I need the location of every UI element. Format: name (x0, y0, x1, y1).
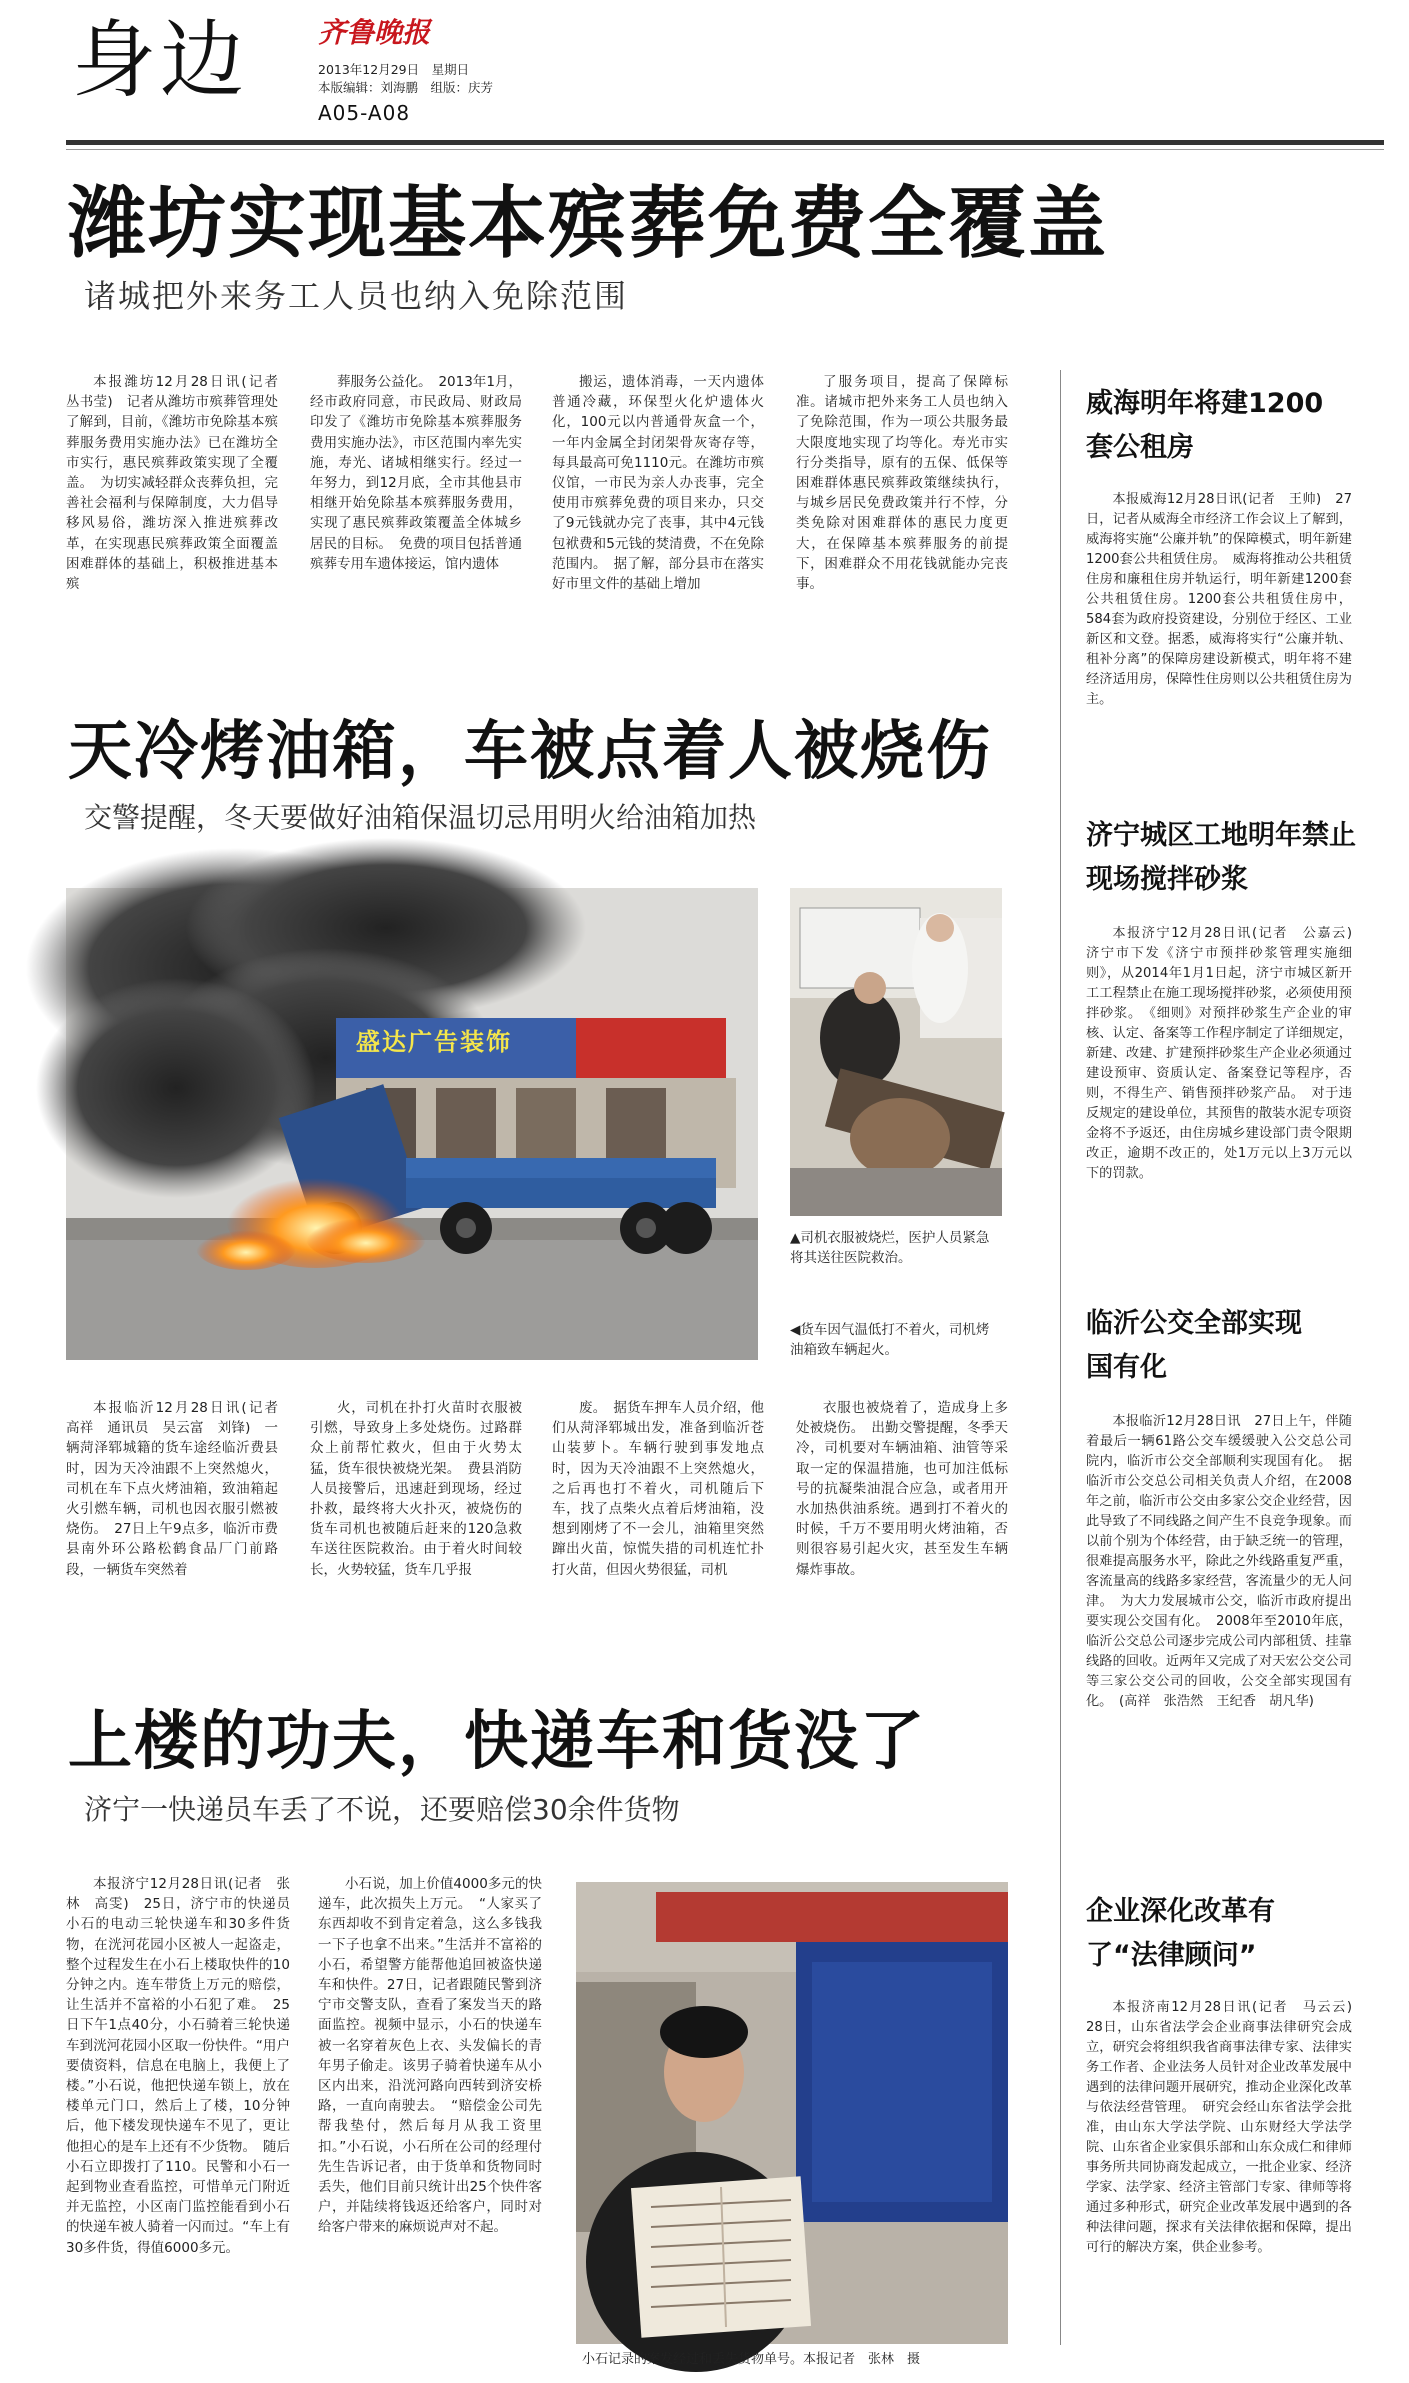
sidebar-headline-jining: 济宁城区工地明年禁止现场搅拌砂浆 (1086, 820, 1356, 895)
sidebar-divider (1060, 370, 1061, 2345)
section-title: 身边 (72, 11, 249, 109)
story2-col3: 废。 据货车押车人员介绍，他们从菏泽郓城出发，准备到临沂苍山装萝卜。车辆行驶到事发地点时，因为天冷油跟不上突然熄火，之后再也打不着火，司机随后下车，找了点柴火点着后烤油箱，没想到刚烤了不一会儿，油箱里突然蹿出火苗，惊慌失措的司机连忙扑打火苗，但因火势很猛，司机 (552, 1400, 764, 1578)
story2-col4: 衣服也被烧着了，造成身上多处被烧伤。 出勤交警提醒，冬季天冷，司机要对车辆油箱、油管等采取一定的保温措施，也可加注低标号的抗凝柴油混合应急，或者用开水加热供油系统。遇到打不着火的时候，千万不要用明火烤油箱，否则很容易引起火灾，甚至发生车辆爆炸事故。 (796, 1400, 1008, 1578)
courier-photo (576, 1882, 1008, 2344)
story1-headline: 潍坊实现基本殡葬免费全覆盖 (68, 179, 1109, 269)
story1-col2: 葬服务公益化。 2013年1月，经市政府同意，市民政局、财政局印发了《潍坊市免除基本殡葬服务费用实施办法》，市区范围内率先实施，寿光、诸城相继实行。经过一年努力，到12月底，全市其他县市相继开始免除基本殡葬服务费用，实现了惠民殡葬政策覆盖全体城乡居民的目标。 免费的项目包括普通殡葬专用车遗体接运，馆内遗体 (310, 374, 522, 572)
injured-driver-caption: ▲司机衣服被烧烂，医护人员紧急将其送往医院救治。 (790, 1230, 990, 1266)
story1-col1: 本报潍坊12月28日讯(记者 丛书莹) 记者从潍坊市殡葬管理处了解到，目前，《潍坊市免除基本殡葬服务费用实施办法》已在潍坊全市实行，惠民殡葬政策实现了全覆盖。 为切实减轻群众丧葬负担，完善社会福利与保障制度，大力倡导移风易俗，潍坊深入推进殡葬改革，在实现惠民殡葬政策全面覆盖困难群体的基础上，积极推进基本殡 (66, 374, 292, 593)
masthead-divider (66, 140, 1384, 145)
sidebar-headline-weihai: 威海明年将建1200套公租房 (1086, 388, 1324, 463)
sidebar-headline-linyi: 临沂公交全部实现国有化 (1086, 1308, 1302, 1383)
courier-photo-caption: 小石记录的案发经过和丢失货物单号。本报记者 张林 摄 (582, 2352, 921, 2367)
story1-col4: 了服务项目，提高了保障标准。诸城市把外来务工人员也纳入了免除范围，作为一项公共服务最大限度地实现了均等化。寿光市实行分类指导，原有的五保、低保等困难群体惠民殡葬政策继续执行，与城乡居民免费政策并行不悖，分类免除对困难群体的惠民力度更大，在保障基本殡葬服务的前提下，困难群众不用花钱就能办完丧事。 (796, 374, 1008, 593)
page-range: A05-A08 (318, 101, 411, 125)
story1-col3: 搬运，遗体消毒，一天内遗体普通冷藏，环保型火化炉遗体火化，100元以内普通骨灰盒一个，一年内金属全封闭架骨灰寄存等，每具最高可免1110元。在潍坊市殡仪馆，一市民为亲人办丧事，完全使用市殡葬免费的项目来办，只交了9元钱就办完了丧事，其中4元钱包袱费和5元钱的焚清费，不在免除范围内。 据了解，部分县市在落实好市里文件的基础上增加 (552, 374, 764, 593)
sidebar-body-law: 本报济南12月28日讯(记者 马云云) 28日，山东省法学会企业商事法律研究会成立，研究会将组织我省商事法律专家、法律实务工作者、企业法务人员针对企业改革发展中遇到的法律问题开展研究，推动企业深化改革与依法经营管理。 研究会经山东省法学会批准，由山东大学法学院、山东财经大学法学院、山东省企业家俱乐部和山东众成仁和律师事务所共同协商发起成立，一批企业家、经济学家、法学家、经济主管部门专家、律师等将通过多种形式，研究企业改革发展中遇到的各种法律问题，探求有关法律依据和保障，提出可行的解决方案，供企业参考。 (1086, 2000, 1366, 2255)
truck-fire-photo (66, 888, 758, 1360)
masthead (0, 0, 1409, 150)
story3-headline: 上楼的功夫，快递车和货没了 (68, 1705, 926, 1779)
story3-col2: 小石说，加上价值4000多元的快递车，此次损失上万元。 “人家买了东西却收不到肯定着急，这么多钱我一下子也拿不出来。”生活并不富裕的小石，希望警方能帮他追回被盗快递车和快件。27日，记者跟随民警到济宁市交警支队，查看了案发当天的路面监控。视频中显示，小石的快递车被一名穿着灰色上衣、头发偏长的青年男子偷走。该男子骑着快递车从小区内出来，沿洸河路向西转到济安桥路，一直向南驶去。 “赔偿金公司先帮我垫付，然后每月从我工资里扣。”小石说，小石所在公司的经理付先生告诉记者，由于货单和货物同时丢失，他们目前只统计出25个快件客户，并陆续将钱返还给客户，同时对给客户带来的麻烦说声对不起。 (318, 1876, 542, 2236)
masthead-divider-thin (66, 149, 1384, 150)
story3-subhead: 济宁一快递员车丢了不说，还要赔偿30余件货物 (84, 1793, 680, 1826)
sidebar-body-weihai: 本报威海12月28日讯(记者 王帅) 27日，记者从威海全市经济工作会议上了解到，威海将实施“公廉并轨”的保障模式，明年新建1200套公共租赁住房。 威海将推动公共租赁住房和廉租住房并轨运行，明年新建1200套公共租赁住房。1200套公共租赁住房中，584套为政府投资建设，分别位于经区、工业新区和文登。据悉，威海将实行“公廉并轨、租补分离”的保障房建设新模式，明年将不建经济适用房，保障性住房则以公共租赁住房为主。 (1086, 492, 1352, 707)
truck-fire-caption: ◀货车因气温低打不着火，司机烤油箱致车辆起火。 (790, 1322, 990, 1358)
sidebar-body-linyi: 本报临沂12月28日讯 27日上午，伴随着最后一辆61路公交车缓缓驶入公交总公司院内，临沂市公交全部顺利实现国有化。 据临沂市公交总公司相关负责人介绍，在2008年之前，临沂市公交由多家公交企业经营，因此导致了不同线路之间产生不良竞争现象。而以前个别为个体经营，由于缺乏统一的管理，很难提高服务水平，除此之外线路重复严重，客流量高的线路多家经营，客流量少的无人问津。 为大力发展城市公交，临沂市政府提出要实现公交国有化。 2008年至2010年底，临沂公交总公司逐步完成公司内部租赁、挂靠线路的回收。近两年又完成了对天宏公交公司等三家公交公司的回收，公交全部实现国有化。 (高祥 张浩然 王纪香 胡凡华) (1086, 1414, 1352, 1709)
editors-line: 本版编辑：刘海鹏 组版：庆芳 (318, 80, 494, 95)
sidebar-body-jining: 本报济宁12月28日讯(记者 公嘉云) 济宁市下发《济宁市预拌砂浆管理实施细则》，从2014年1月1日起，济宁市城区新开工工程禁止在施工现场搅拌砂浆，必须使用预拌砂浆。 《细则》对预拌砂浆生产企业的审核、认定、备案等工作程序制定了详细规定，新建、改建、扩建预拌砂浆生产企业必须通过建设预审、资质认定、备案登记等程序，否则，不得生产、销售预拌砂浆产品。 对于违反规定的建设单位，其预售的散装水泥专项资金将不予返还，由住房城乡建设部门责令限期改正，逾期不改正的，处1万元以上3万元以下的罚款。 (1086, 926, 1366, 1181)
issue-date: 2013年12月29日 星期日 (318, 62, 470, 77)
story2-subhead: 交警提醒，冬天要做好油箱保温切忌用明火给油箱加热 (84, 801, 757, 834)
brand-logo: 齐鲁晚报 (318, 16, 431, 49)
shop-sign: 盛达广告装饰 (356, 1028, 512, 1056)
injured-driver-photo (790, 888, 1002, 1216)
story1-subhead: 诸城把外来务工人员也纳入免除范围 (84, 277, 629, 315)
story2-col2: 火，司机在扑打火苗时衣服被引燃，导致身上多处烧伤。过路群众上前帮忙救火，但由于火势太猛，货车很快被烧光架。 费县消防人员接警后，迅速赶到现场，经过扑救，最终将大火扑灭，被烧伤的货车司机也被随后赶来的120急救车送往医院救治。由于着火时间较长，火势较猛，货车几乎报 (310, 1400, 522, 1578)
sidebar-headline-law: 企业深化改革有了“法律顾问” (1086, 1896, 1275, 1971)
story2-col1: 本报临沂12月28日讯(记者 高祥 通讯员 吴云富 刘锋) 一辆菏泽郓城籍的货车途经临沂费县时，因为天冷油跟不上突然熄火，司机在车下点火烤油箱，致油箱起火引燃车辆，司机也因衣服引燃被烧伤。 27日上午9点多，临沂市费县南外环公路松鹤食品厂门前路段，一辆货车突然着 (66, 1400, 292, 1578)
story3-col1: 本报济宁12月28日讯(记者 张林 高雯) 25日，济宁市的快递员小石的电动三轮快递车和30多件货物，在洸河花园小区被人一起盗走，整个过程发生在小石上楼取快件的10分钟之内。连车带货上万元的赔偿，让生活并不富裕的小石犯了难。 25日下午1点40分，小石骑着三轮快递车到洸河花园小区取一份快件。“用户要债资料，信息在电脑上，我便上了楼。”小石说，他把快递车锁上，放在楼单元门口，然后上了楼，10分钟后，他下楼发现快递车不见了，更让他担心的是车上还有不少货物。 随后小石立即拨打了110。民警和小石一起到物业查看监控，可惜单元门附近并无监控，小区南门监控能看到小石的快递车被人骑着一闪而过。“车上有30多件货，得值6000多元。 (66, 1876, 290, 2256)
story2-headline: 天冷烤油箱，车被点着人被烧伤 (68, 715, 992, 789)
